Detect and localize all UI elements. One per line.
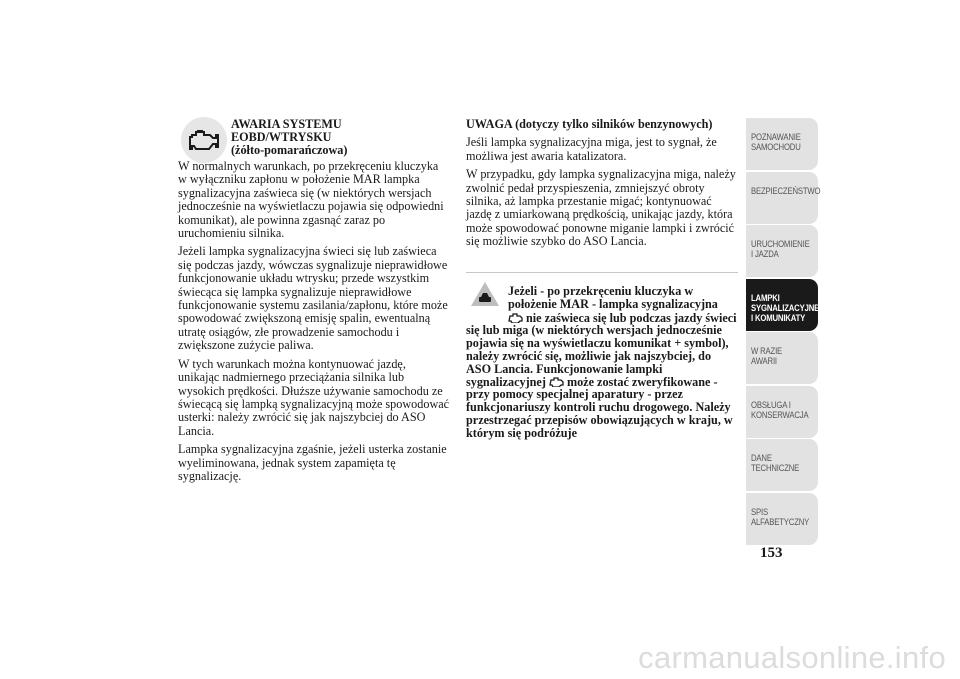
tab-label: BEZPIECZEŃSTWO (751, 185, 821, 196)
heading-line-2: EOBD/WTRYSKU (231, 130, 332, 144)
check-engine-inline-icon (508, 313, 523, 323)
tab-spis-alfabetyczny[interactable] (746, 493, 818, 545)
paragraph: Jeżeli lampka sygnalizacyjna świeci się lub zaświeca się podczas jazdy, wówczas sygnalizuje nieprawidłowe funkcjonowanie układu wtrysku; przede wszystkim świecąca się lampka sygnalizuje nieprawidłowe funkcjonowanie systemu zasilania/zapłonu, które może spowodować zwiększoną emisję spalin, ewentualną utratę osiągów, złe prowadzenie samochodu i zwiększone zużycie paliwa. (178, 244, 448, 353)
paragraph: W przypadku, gdy lampka sygnalizacyjna miga, należy zwolnić pedał przyspieszenia, zmniejszyć obroty silnika, aż lampka przestanie migać; kontynuować jazdę z umiarkowaną prędkością, unikając jazdy, która może spowodować ponowne miganie lampki i zwrócić się możliwie szybko do ASO Lancia. (466, 167, 736, 249)
tab-label: OBSŁUGA I KONSERWACJA (751, 399, 809, 420)
tab-uruchomienie-i-jazda[interactable] (746, 225, 818, 277)
chapter-tabs (746, 118, 821, 546)
watermark: carmanualsonline.info (638, 640, 946, 675)
warning-text-body (466, 312, 738, 440)
paragraph: W normalnych warunkach, po przekręceniu kluczyka w wyłączniku zapłonu w położenie MAR lampka sygnalizacyjna zaświeca się (w niektórych wersjach jednocześnie na wyświetlaczu pojawia się odpowiedni komunikat), ale powinna zgasnąć zaraz po uruchomieniu silnika. (178, 159, 444, 241)
right-column (466, 118, 738, 254)
check-engine-inline-icon (549, 377, 564, 387)
warning-text-intro: Jeżeli - po przekręceniu kluczyka w położenie MAR - lampka sygnalizacyjna (508, 284, 718, 311)
note-title: UWAGA (dotyczy tylko silników benzynowych) (466, 117, 713, 131)
check-engine-icon (181, 117, 227, 163)
tab-obsluga-i-konserwacja[interactable] (746, 386, 818, 438)
heading-line-1: AWARIA SYSTEMU (231, 117, 342, 131)
heading-line-3: (żółto-pomarańczowa) (231, 143, 348, 157)
tab-label: DANE TECHNICZNE (751, 453, 800, 473)
page-number: 153 (760, 545, 783, 561)
tab-label: POZNAWANIE SAMOCHODU (751, 132, 801, 152)
paragraph: W tych warunkach można kontynuować jazdę, unikając nadmiernego przeciążania silnika lub wysokich prędkości. Dłuższe używanie samochodu ze świecącą się lampką sygnalizacyjną może spowodować usterki: należy zwrócić się jak najszybciej do ASO Lancia. (178, 356, 450, 438)
tab-label: URUCHOMIENIE I JAZDA (751, 239, 810, 259)
tab-lampki-sygnalizacyjne[interactable] (746, 279, 818, 331)
tab-label: W RAZIE AWARII (751, 346, 783, 366)
paragraph: Lampka sygnalizacyjna zgaśnie, jeżeli usterka zostanie wyeliminowana, jednak system zapamięta tę sygnalizację. (178, 442, 447, 483)
tab-w-razie-awarii[interactable] (746, 332, 818, 384)
tab-dane-techniczne[interactable] (746, 439, 818, 491)
engine-warning-badge (181, 117, 227, 163)
tab-label: SPIS ALFABETYCZNY (751, 506, 810, 527)
warning-triangle-icon (470, 281, 500, 307)
warning-text-part2: nie zaświeca się lub podczas jazdy świeci się lub miga (w niektórych wersjach jednocześnie pojawia się na wyświetlaczu komunikat + symbol), należy zwrócić się, możliwie jak najszybciej, do ASO Lancia. Funkcjonowanie lampki sygnalizacyjnej (466, 310, 737, 389)
section-heading (231, 118, 347, 157)
warning-block (466, 272, 738, 440)
paragraph: Jeśli lampka sygnalizacyjna miga, jest to sygnał, że możliwa jest awaria katalizatora. (466, 135, 717, 163)
tab-poznawanie-samochodu[interactable] (746, 118, 818, 170)
tab-label: LAMPKI SYGNALIZACYJNE I KOMUNIKATY (751, 292, 820, 323)
left-column (178, 160, 450, 488)
warning-text-part3: może zostać zweryfikowane - przy pomocy specjalnej aparatury - przez funkcjonariuszy kontroli ruchu drogowego. Należy przestrzegać przepisów obowiązujących w kraju, w którym się podróżuje (466, 374, 733, 440)
tab-bezpieczenstwo[interactable] (746, 172, 821, 224)
